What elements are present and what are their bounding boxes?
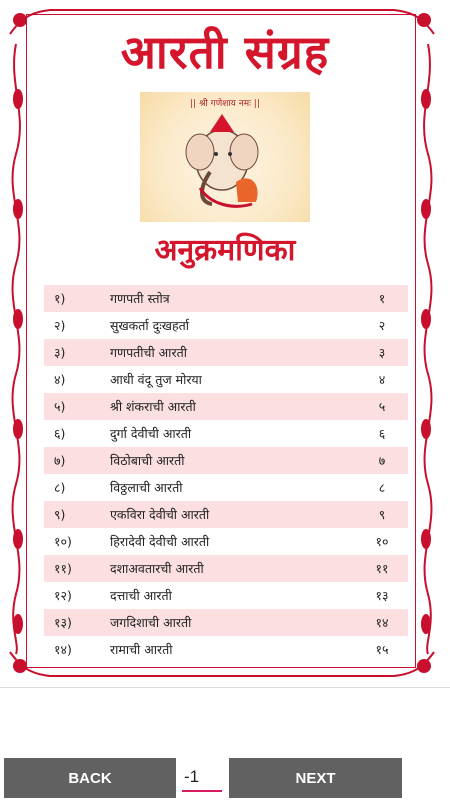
item-number: १) (54, 291, 66, 306)
item-name: हिरादेवी देवीची आरती (110, 534, 210, 549)
list-item[interactable] (44, 609, 408, 636)
list-item[interactable] (44, 285, 408, 312)
item-page: ७ (378, 453, 386, 468)
list-item[interactable] (44, 393, 408, 420)
image-caption: || श्री गणेशाय नमः || (190, 99, 260, 109)
list-item[interactable] (44, 474, 408, 501)
item-page: ४ (378, 372, 386, 387)
item-name: गणपतीची आरती (110, 345, 187, 360)
list-item[interactable] (44, 366, 408, 393)
item-page: ३ (378, 345, 386, 360)
list-item[interactable] (44, 582, 408, 609)
item-page: १५ (375, 642, 389, 657)
item-number: १२) (54, 588, 72, 603)
item-page: ६ (378, 426, 386, 441)
page-title: आरती संग्रह (120, 25, 330, 79)
item-number: १४) (54, 642, 72, 657)
item-page: ८ (378, 480, 386, 495)
index-heading: अनुक्रमणिका (154, 233, 296, 268)
list-item[interactable] (44, 555, 408, 582)
item-number: ४) (54, 372, 66, 387)
divider (0, 687, 450, 688)
index-list (44, 285, 408, 663)
item-name: विठोबाची आरती (110, 453, 185, 468)
item-name: दुर्गा देवीची आरती (110, 426, 192, 441)
item-name: जगदिशाची आरती (110, 615, 192, 630)
item-number: ६) (54, 426, 66, 441)
item-name: दशाअवतारची आरती (110, 561, 204, 576)
item-name: आधी वंदू तुज मोरया (110, 372, 202, 387)
item-page: १४ (375, 615, 389, 630)
item-number: ७) (54, 453, 66, 468)
list-item[interactable] (44, 447, 408, 474)
item-number: ९) (54, 507, 66, 522)
list-item[interactable] (44, 528, 408, 555)
page-number-input[interactable] (182, 764, 222, 792)
list-item[interactable] (44, 420, 408, 447)
item-name: एकविरा देवीची आरती (110, 507, 210, 522)
item-page: १३ (375, 588, 389, 603)
item-number: ८) (54, 480, 66, 495)
item-number: २) (54, 318, 66, 333)
item-page: ११ (375, 561, 389, 576)
item-number: ५) (54, 399, 66, 414)
item-name: श्री शंकराची आरती (110, 399, 196, 414)
ganesha-icon (140, 92, 310, 222)
item-name: दत्ताची आरती (110, 588, 172, 603)
item-number: १३) (54, 615, 72, 630)
item-page: १० (375, 534, 389, 549)
item-name: विठ्ठलाची आरती (110, 480, 183, 495)
item-page: २ (378, 318, 386, 333)
item-name: रामाची आरती (110, 642, 173, 657)
item-name: गणपती स्तोत्र (110, 291, 170, 306)
list-item[interactable] (44, 501, 408, 528)
list-item[interactable] (44, 636, 408, 663)
item-page: ५ (378, 399, 386, 414)
item-number: १०) (54, 534, 72, 549)
item-page: १ (378, 291, 386, 306)
back-button[interactable]: BACK (4, 758, 176, 798)
list-item[interactable] (44, 339, 408, 366)
item-page: ९ (378, 507, 386, 522)
item-number: ११) (54, 561, 72, 576)
next-button[interactable]: NEXT (229, 758, 402, 798)
ganesha-image (140, 92, 310, 222)
item-name: सुखकर्ता दुःखहर्ता (110, 318, 189, 333)
item-number: ३) (54, 345, 66, 360)
list-item[interactable] (44, 312, 408, 339)
